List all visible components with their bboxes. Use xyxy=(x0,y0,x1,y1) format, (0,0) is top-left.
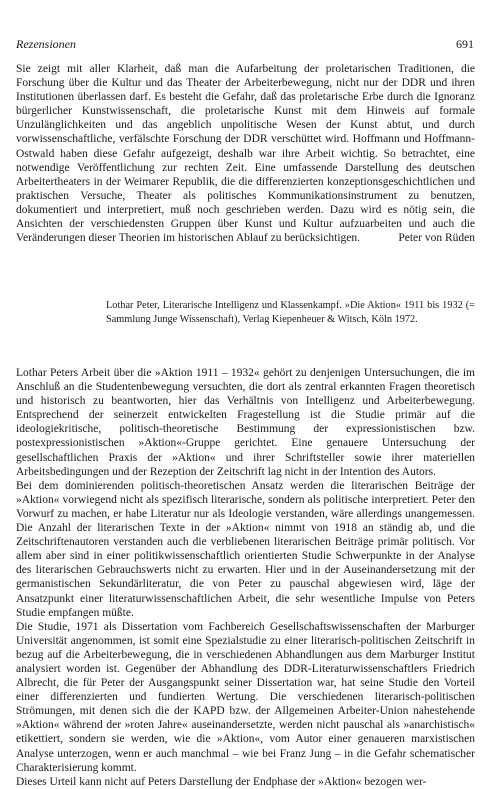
review-1-signature: Peter von Rüden xyxy=(398,232,475,245)
review-2-body xyxy=(16,366,475,789)
review-1-body xyxy=(16,62,475,245)
review-2-paragraph-3: Die Studie, 1971 als Dissertation vom Fachbereich Gesellschaftswissenschaften der Marburger Universität angenommen, ist somit eine Spezialstudie zu einer literarisch-politischen Zeitschrift in bezug auf die Arbeiterbewegung, die in verschiedenen Abhandlungen aus dem Marburger Institut analysiert worden ist. Gegenüber der Abhandlung des DDR-Literaturwissenschaftlers Friedrich Albrecht, die für Peter der Ausgangspunkt seiner Dissertation war, hat seine Studie den Vorteil einer differenzierten und fundierten Wertung. Die verschiedenen literarisch-politischen Strömungen, mit denen sich die der KAPD bzw. der Allgemeinen Arbeiter-Union nahestehende »Aktion« während der »roten Jahre« auseinandersetzte, werden nicht pauschal als »anarchistisch« etikettiert, sondern sie werden, wie die »Aktion«, vom Autor einer genaueren marxistischen Analyse unterzogen, wenn er auch manchmal – wie bei Franz Jung – in die Gefahr schematischer Charakterisierung kommt. xyxy=(16,620,475,774)
running-header xyxy=(16,37,474,52)
page-number: 691 xyxy=(456,37,474,51)
review-1-paragraph: Sie zeigt mit aller Klarheit, daß man die Aufarbeitung der proletarischen Traditionen, die Forschung über die Kultur und das Theater der Arbeiterbewegung, nicht nur der DDR und ihren Institutionen überlassen darf. Es besteht die Gefahr, daß das proletarische Erbe durch die Ignoranz bürgerlicher Kunstwissenschaft, die proletarische Kunst mit dem Hinweis auf formale Unzulänglichkeiten und das angeblich unpolitische Wesen der Kunst abtut, und durch vorwissenschaftliche, verfälschte Forschung der DDR verschüttet wird. Hoffmann und Hoffmann-Ostwald haben diese Gefahr aufgezeigt, deshalb war ihre Arbeit wichtig. So betrachtet, eine notwendige Veröffentlichung zur rechten Zeit. Eine umfassende Darstellung des deutschen Arbeitertheaters in der Weimarer Republik, die die differenzierten konzeptionsgeschichtlichen und praktischen Versuche, Theater als politisches Kommunikationsinstrument zu benutzen, dokumentiert und interpretiert, muß noch geschrieben werden. Dazu wird es nötig sein, die Ansichten der verschiedensten Gruppen über Kunst und Kultur aufzuarbeiten und auch die Veränderungen dieser Theorien im historischen Ablauf zu berücksichtigen. xyxy=(16,63,475,245)
review-2-paragraph-4: Dieses Urteil kann nicht auf Peters Darstellung der Endphase der »Aktion« bezogen wer- xyxy=(16,775,427,788)
section-title: Rezensionen xyxy=(16,37,76,51)
review-2-bibliography: Lothar Peter, Literarische Intelligenz und Klassenkampf. »Die Aktion« 1911 bis 1932 (= Sammlung Junge Wissenschaft), Verlag Kiepenheuer & Witsch, Köln 1972. xyxy=(106,300,475,325)
review-2-paragraph-2: Bei dem dominierenden politisch-theoretischen Ansatz werden die literarischen Beiträge der »Aktion« vorwiegend nicht als spezifisch literarische, sondern als politische interpretiert. Peter den Vorwurf zu machen, er habe Literatur nur als Ideologie verstanden, wäre allerdings unangemessen. Die Anzahl der literarischen Texte in der »Aktion« nimmt von 1918 an ständig ab, und die Zeitschriftenautoren verstanden auch die verbliebenen literarischen Beiträge primär politisch. Vor allem aber sind in einer politikwissenschaftlich orientierten Studie Schwerpunkte in der Analyse des literarischen Gebrauchswerts nicht zu erwarten. Hier und in der Auseinandersetzung mit der germanistischen Sekundärliteratur, die von Peter zu pauschal abgewiesen wird, läge der Ansatzpunkt einer literaturwissenschaftlichen Arbeit, die sehr wesentliche Impulse von Peters Studie empfangen müßte. xyxy=(16,479,475,619)
review-2-paragraph-1: Lothar Peters Arbeit über die »Aktion 1911 – 1932« gehört zu denjenigen Untersuchungen, die im Anschluß an die Studentenbewegung versuchten, die dort als zentral erkannten Fragen theoretisch und historisch zu beantworten, hier das Verhältnis von Intelligenz und Arbeiterbewegung. Entsprechend der seinerzeit entwickelten Fragestellung ist die Studie primär auf die ideologiekritische, politisch-theoretische Bestimmung der expressionistischen bzw. postexpressionistischen »Aktion«-Gruppe gerichtet. Eine genauere Untersuchung der gesellschaftlichen Praxis der »Aktion« und ihrer Schriftsteller sowie ihrer materiellen Arbeitsbedingungen und der Rezeption der Zeitschrift lag nicht in der Intention des Autors. xyxy=(16,367,475,478)
